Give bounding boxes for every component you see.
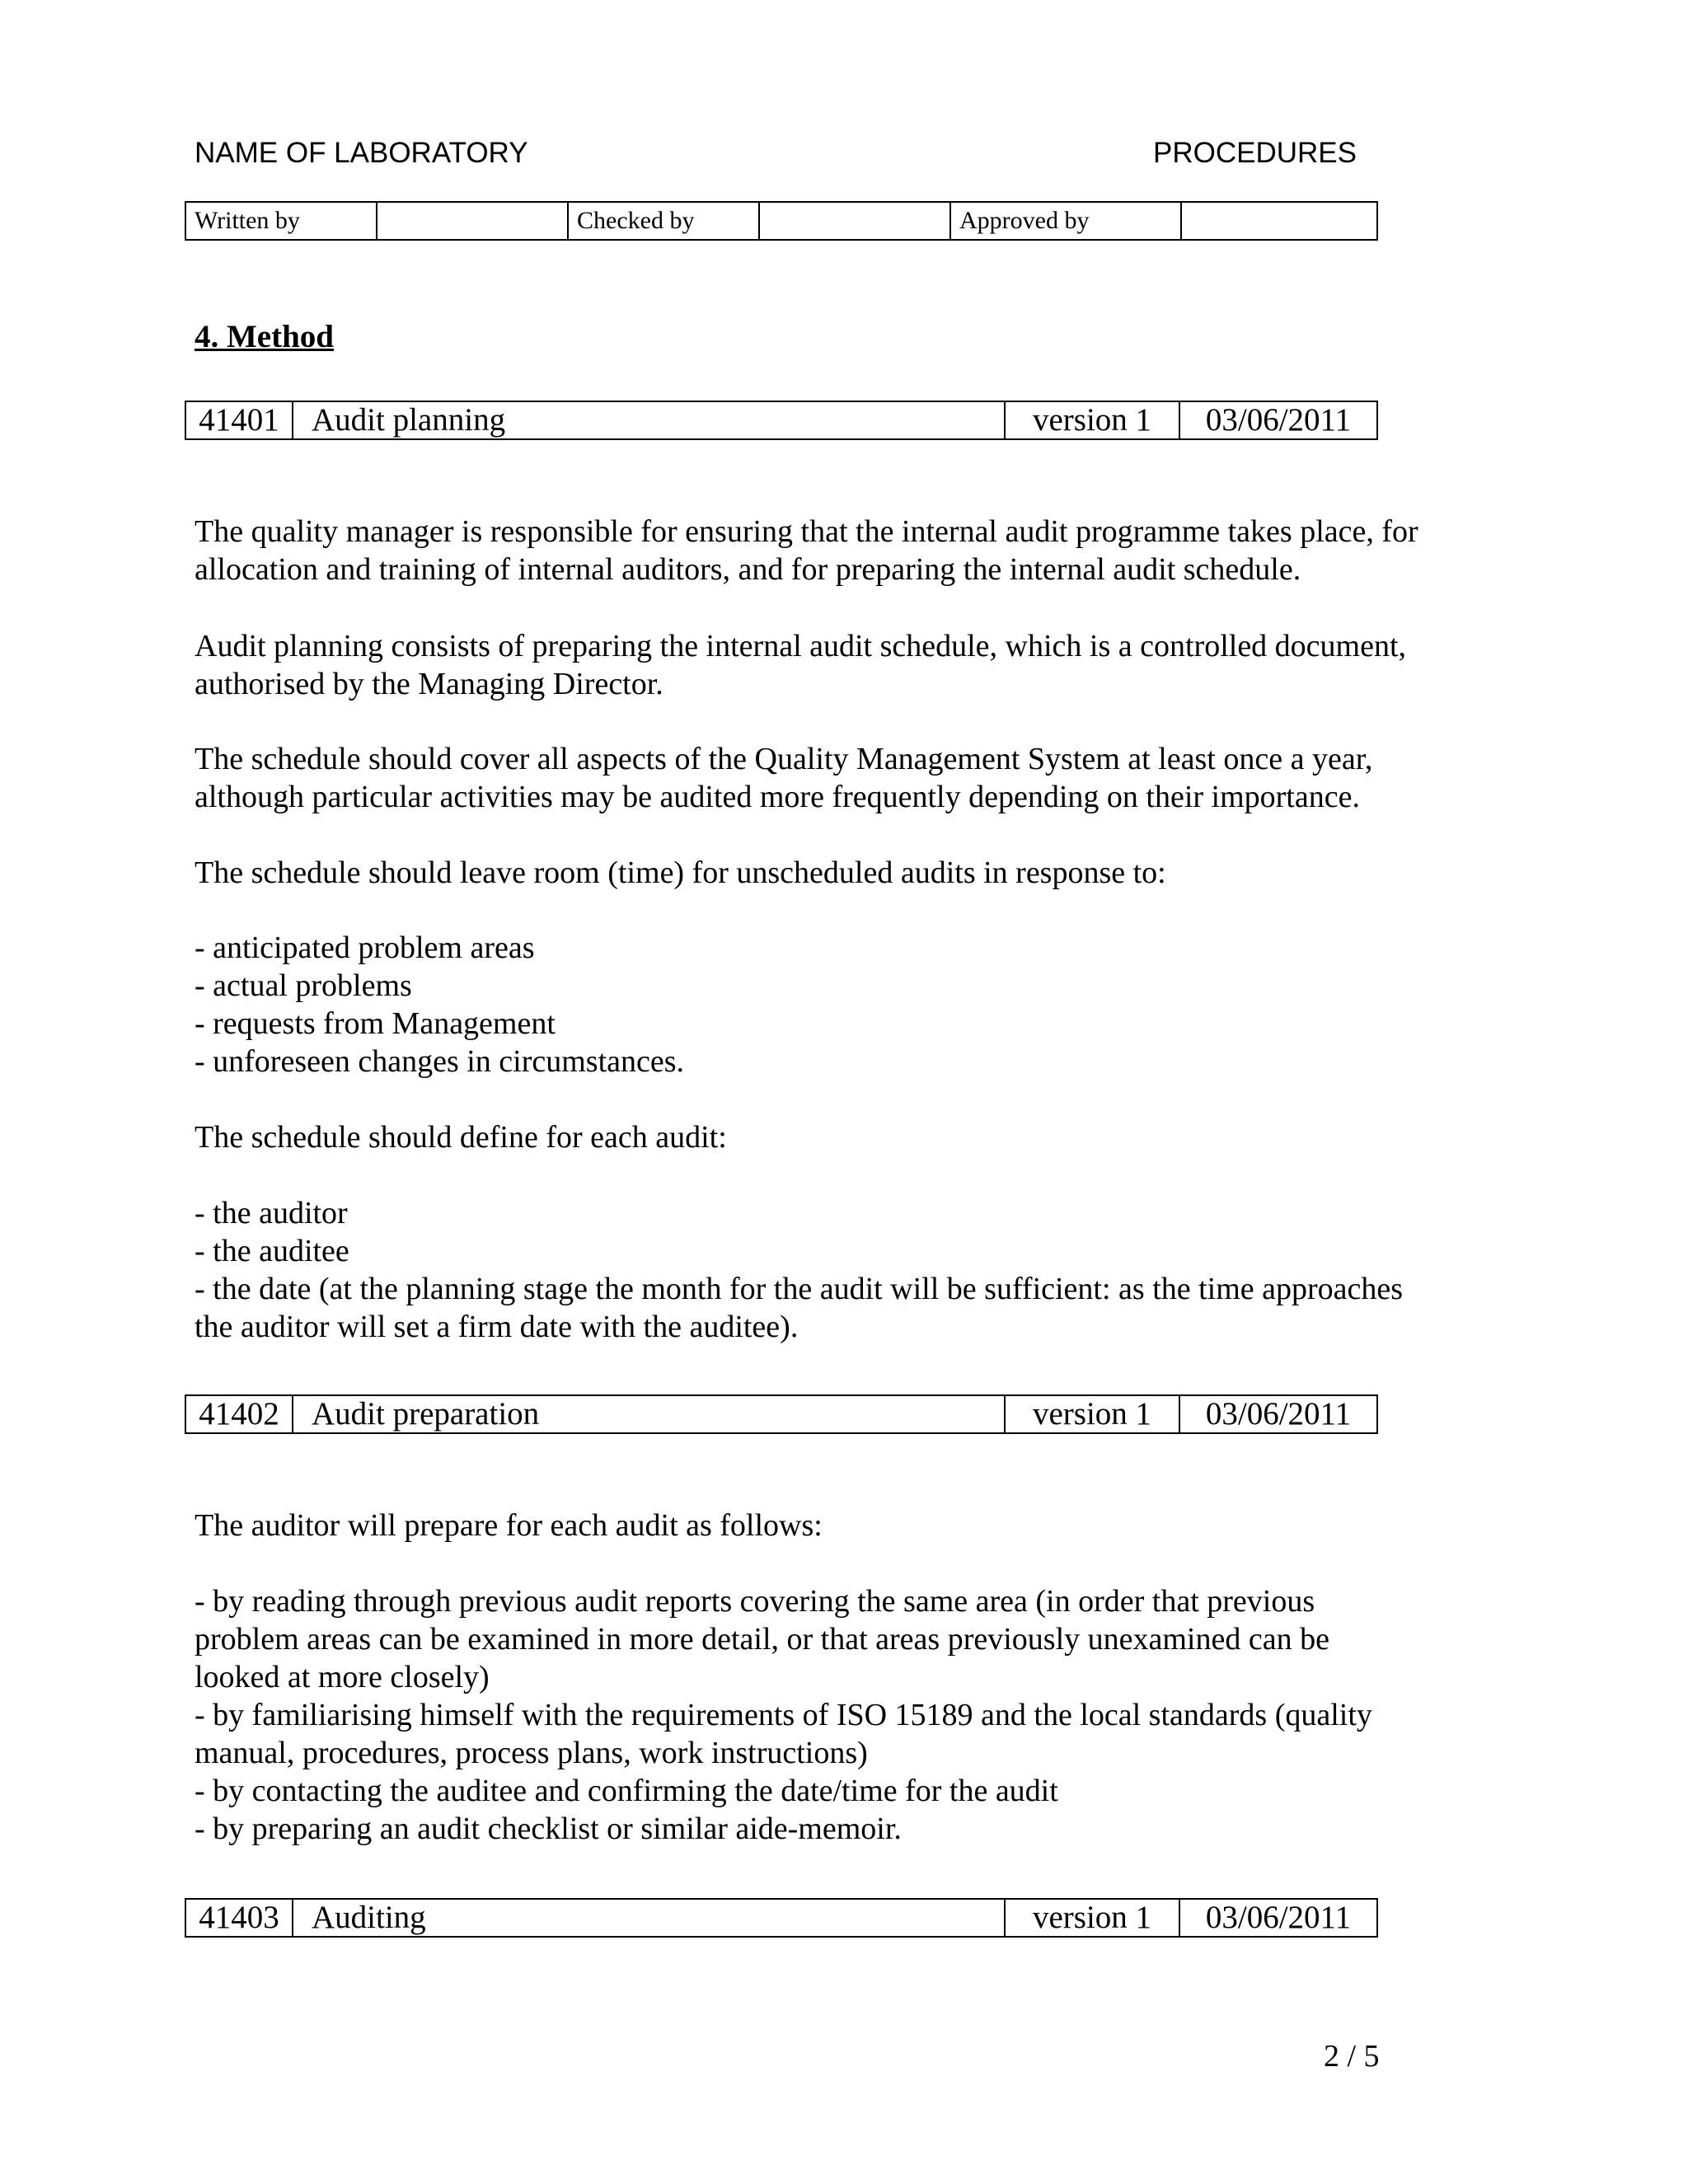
- signoff-table: [185, 201, 1378, 241]
- list-item: - by contacting the auditee and confirming the date/time for the audit: [195, 1774, 1058, 1808]
- list-item: - the auditee: [195, 1234, 349, 1268]
- procedure-code: 41401: [185, 401, 293, 439]
- list-item: - by reading through previous audit reports covering the same area (in order that previous: [195, 1584, 1315, 1619]
- planning-paragraph-3: The schedule should cover all aspects of the Quality Management System at least once a year, although particular activities may be audited more frequently depending on their importance.: [195, 742, 1373, 814]
- approved-by-value: [1181, 202, 1377, 240]
- procedure-header-auditing: [185, 1898, 1378, 1938]
- procedure-date: 03/06/2011: [1179, 1899, 1377, 1937]
- procedure-header-audit-planning: [185, 401, 1378, 440]
- list-item: manual, procedures, process plans, work instructions): [195, 1736, 868, 1770]
- written-by-label: Written by: [185, 202, 377, 240]
- list-item: - the auditor: [195, 1196, 348, 1230]
- list-item: - by preparing an audit checklist or similar aide-memoir.: [195, 1811, 902, 1846]
- procedure-version: version 1: [1005, 401, 1179, 439]
- audit-definition-list: [195, 1194, 1513, 1346]
- procedure-title: Auditing: [293, 1899, 1005, 1937]
- procedure-version: version 1: [1005, 1899, 1179, 1937]
- checked-by-label: Checked by: [568, 202, 759, 240]
- laboratory-name: NAME OF LABORATORY: [195, 137, 528, 169]
- list-item: - the date (at the planning stage the month for the audit will be sufficient: as the time approaches: [195, 1272, 1404, 1306]
- procedure-date: 03/06/2011: [1179, 401, 1377, 439]
- list-item: problem areas can be examined in more detail, or that areas previously unexamined can be: [195, 1622, 1329, 1657]
- list-item: - by familiarising himself with the requirements of ISO 15189 and the local standards (quality: [195, 1698, 1372, 1732]
- procedure-title: Audit preparation: [293, 1395, 1005, 1433]
- procedure-date: 03/06/2011: [1179, 1395, 1377, 1433]
- unscheduled-audit-list: [195, 929, 1513, 1080]
- written-by-value: [377, 202, 568, 240]
- list-item: - anticipated problem areas: [195, 930, 535, 965]
- list-item: looked at more closely): [195, 1660, 490, 1694]
- list-item: - unforeseen changes in circumstances.: [195, 1044, 685, 1079]
- procedure-header-audit-preparation: [185, 1394, 1378, 1434]
- procedure-title: Audit planning: [293, 401, 1005, 439]
- planning-paragraph-5: The schedule should define for each audit:: [195, 1120, 727, 1155]
- list-item: the auditor will set a firm date with the auditee).: [195, 1310, 799, 1344]
- list-item: - actual problems: [195, 968, 412, 1003]
- page-number: 2 / 5: [1324, 2039, 1380, 2074]
- checked-by-value: [759, 202, 950, 240]
- document-type: PROCEDURES: [1153, 137, 1357, 169]
- procedure-version: version 1: [1005, 1395, 1179, 1433]
- preparation-list: [195, 1582, 1513, 1848]
- planning-paragraph-1: The quality manager is responsible for ensuring that the internal audit programme takes place, for allocation and training of internal auditors, and for preparing the internal audit schedule.: [195, 514, 1418, 587]
- approved-by-label: Approved by: [950, 202, 1181, 240]
- planning-paragraph-2: Audit planning consists of preparing the internal audit schedule, which is a controlled document, authorised by the Managing Director.: [195, 629, 1407, 701]
- preparation-paragraph-1: The auditor will prepare for each audit as follows:: [195, 1508, 823, 1543]
- list-item: - requests from Management: [195, 1006, 556, 1041]
- section-heading: 4. Method: [195, 319, 334, 354]
- procedure-code: 41403: [185, 1899, 293, 1937]
- planning-paragraph-4: The schedule should leave room (time) for unscheduled audits in response to:: [195, 855, 1166, 890]
- procedure-code: 41402: [185, 1395, 293, 1433]
